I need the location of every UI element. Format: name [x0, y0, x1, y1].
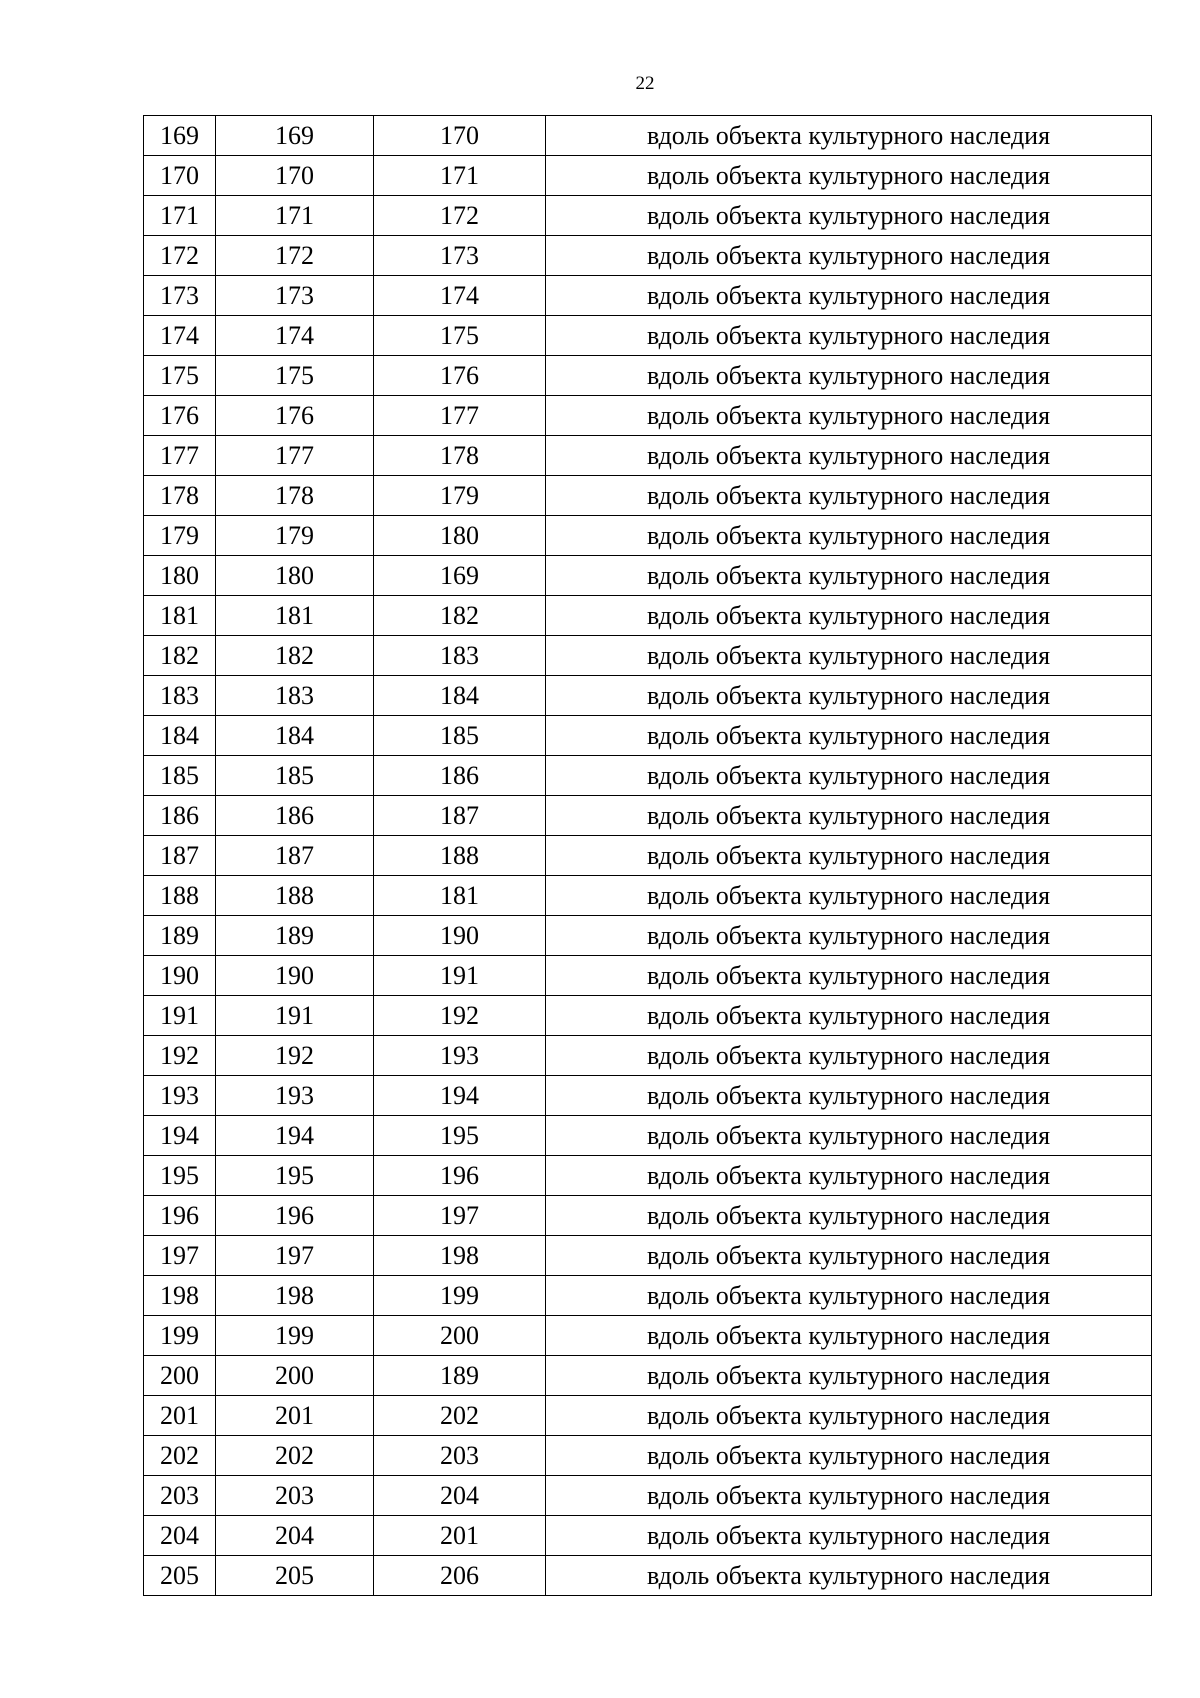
- end-point-cell: 192: [374, 996, 546, 1036]
- start-point-cell: 179: [216, 516, 374, 556]
- start-point-cell: 202: [216, 1436, 374, 1476]
- row-number-cell: 190: [144, 956, 216, 996]
- boundary-description-cell: вдоль объекта культурного наследия: [546, 1316, 1152, 1356]
- row-number-cell: 194: [144, 1116, 216, 1156]
- boundary-description-cell: вдоль объекта культурного наследия: [546, 1116, 1152, 1156]
- boundary-description-cell: вдоль объекта культурного наследия: [546, 836, 1152, 876]
- start-point-cell: 199: [216, 1316, 374, 1356]
- boundary-description-cell: вдоль объекта культурного наследия: [546, 476, 1152, 516]
- boundary-description-cell: вдоль объекта культурного наследия: [546, 1356, 1152, 1396]
- row-number-cell: 184: [144, 716, 216, 756]
- boundary-description-cell: вдоль объекта культурного наследия: [546, 796, 1152, 836]
- end-point-cell: 193: [374, 1036, 546, 1076]
- start-point-cell: 173: [216, 276, 374, 316]
- table-row: [144, 636, 1152, 676]
- table-row: [144, 996, 1152, 1036]
- row-number-cell: 195: [144, 1156, 216, 1196]
- boundary-description-cell: вдоль объекта культурного наследия: [546, 236, 1152, 276]
- row-number-cell: 181: [144, 596, 216, 636]
- end-point-cell: 179: [374, 476, 546, 516]
- table-row: [144, 756, 1152, 796]
- end-point-cell: 202: [374, 1396, 546, 1436]
- end-point-cell: 190: [374, 916, 546, 956]
- row-number-cell: 192: [144, 1036, 216, 1076]
- table-row: [144, 876, 1152, 916]
- row-number-cell: 176: [144, 396, 216, 436]
- start-point-cell: 174: [216, 316, 374, 356]
- start-point-cell: 195: [216, 1156, 374, 1196]
- table-row: [144, 1396, 1152, 1436]
- boundary-description-cell: вдоль объекта культурного наследия: [546, 1036, 1152, 1076]
- row-number-cell: 174: [144, 316, 216, 356]
- table-row: [144, 676, 1152, 716]
- row-number-cell: 169: [144, 116, 216, 156]
- end-point-cell: 204: [374, 1476, 546, 1516]
- row-number-cell: 187: [144, 836, 216, 876]
- end-point-cell: 189: [374, 1356, 546, 1396]
- end-point-cell: 171: [374, 156, 546, 196]
- end-point-cell: 169: [374, 556, 546, 596]
- table-row: [144, 436, 1152, 476]
- start-point-cell: 192: [216, 1036, 374, 1076]
- end-point-cell: 188: [374, 836, 546, 876]
- start-point-cell: 194: [216, 1116, 374, 1156]
- table-row: [144, 1036, 1152, 1076]
- start-point-cell: 186: [216, 796, 374, 836]
- end-point-cell: 199: [374, 1276, 546, 1316]
- end-point-cell: 194: [374, 1076, 546, 1116]
- table-row: [144, 156, 1152, 196]
- boundary-description-cell: вдоль объекта культурного наследия: [546, 636, 1152, 676]
- row-number-cell: 179: [144, 516, 216, 556]
- table-row: [144, 356, 1152, 396]
- boundary-description-cell: вдоль объекта культурного наследия: [546, 876, 1152, 916]
- table-row: [144, 1196, 1152, 1236]
- boundary-description-cell: вдоль объекта культурного наследия: [546, 676, 1152, 716]
- table-row: [144, 836, 1152, 876]
- table-row: [144, 396, 1152, 436]
- row-number-cell: 201: [144, 1396, 216, 1436]
- row-number-cell: 183: [144, 676, 216, 716]
- table-row: [144, 276, 1152, 316]
- end-point-cell: 196: [374, 1156, 546, 1196]
- end-point-cell: 185: [374, 716, 546, 756]
- row-number-cell: 205: [144, 1556, 216, 1596]
- end-point-cell: 198: [374, 1236, 546, 1276]
- table-row: [144, 556, 1152, 596]
- boundary-description-cell: вдоль объекта культурного наследия: [546, 516, 1152, 556]
- row-number-cell: 198: [144, 1276, 216, 1316]
- row-number-cell: 170: [144, 156, 216, 196]
- table-row: [144, 796, 1152, 836]
- boundary-description-cell: вдоль объекта культурного наследия: [546, 1276, 1152, 1316]
- start-point-cell: 185: [216, 756, 374, 796]
- table-row: [144, 1516, 1152, 1556]
- start-point-cell: 169: [216, 116, 374, 156]
- start-point-cell: 204: [216, 1516, 374, 1556]
- table-row: [144, 916, 1152, 956]
- row-number-cell: 204: [144, 1516, 216, 1556]
- row-number-cell: 196: [144, 1196, 216, 1236]
- boundary-description-cell: вдоль объекта культурного наследия: [546, 396, 1152, 436]
- table-row: [144, 1236, 1152, 1276]
- table-row: [144, 1076, 1152, 1116]
- end-point-cell: 201: [374, 1516, 546, 1556]
- start-point-cell: 196: [216, 1196, 374, 1236]
- page-number: 22: [635, 73, 655, 94]
- row-number-cell: 197: [144, 1236, 216, 1276]
- row-number-cell: 175: [144, 356, 216, 396]
- row-number-cell: 186: [144, 796, 216, 836]
- row-number-cell: 193: [144, 1076, 216, 1116]
- row-number-cell: 203: [144, 1476, 216, 1516]
- row-number-cell: 180: [144, 556, 216, 596]
- start-point-cell: 180: [216, 556, 374, 596]
- table-row: [144, 716, 1152, 756]
- row-number-cell: 182: [144, 636, 216, 676]
- table-row: [144, 196, 1152, 236]
- end-point-cell: 182: [374, 596, 546, 636]
- end-point-cell: 177: [374, 396, 546, 436]
- end-point-cell: 183: [374, 636, 546, 676]
- table-row: [144, 1556, 1152, 1596]
- boundary-description-cell: вдоль объекта культурного наследия: [546, 756, 1152, 796]
- row-number-cell: 199: [144, 1316, 216, 1356]
- table-row: [144, 116, 1152, 156]
- row-number-cell: 202: [144, 1436, 216, 1476]
- boundary-description-cell: вдоль объекта культурного наследия: [546, 1156, 1152, 1196]
- table-row: [144, 1436, 1152, 1476]
- boundary-description-cell: вдоль объекта культурного наследия: [546, 1396, 1152, 1436]
- table-row: [144, 316, 1152, 356]
- end-point-cell: 178: [374, 436, 546, 476]
- boundary-description-cell: вдоль объекта культурного наследия: [546, 276, 1152, 316]
- start-point-cell: 193: [216, 1076, 374, 1116]
- start-point-cell: 183: [216, 676, 374, 716]
- boundary-description-cell: вдоль объекта культурного наследия: [546, 1516, 1152, 1556]
- end-point-cell: 200: [374, 1316, 546, 1356]
- start-point-cell: 175: [216, 356, 374, 396]
- end-point-cell: 181: [374, 876, 546, 916]
- boundary-description-cell: вдоль объекта культурного наследия: [546, 316, 1152, 356]
- boundary-description-cell: вдоль объекта культурного наследия: [546, 116, 1152, 156]
- table-row: [144, 1476, 1152, 1516]
- end-point-cell: 172: [374, 196, 546, 236]
- end-point-cell: 197: [374, 1196, 546, 1236]
- end-point-cell: 175: [374, 316, 546, 356]
- start-point-cell: 182: [216, 636, 374, 676]
- end-point-cell: 187: [374, 796, 546, 836]
- start-point-cell: 205: [216, 1556, 374, 1596]
- row-number-cell: 188: [144, 876, 216, 916]
- start-point-cell: 189: [216, 916, 374, 956]
- boundary-description-cell: вдоль объекта культурного наследия: [546, 436, 1152, 476]
- boundary-description-cell: вдоль объекта культурного наследия: [546, 1556, 1152, 1596]
- row-number-cell: 189: [144, 916, 216, 956]
- boundary-description-cell: вдоль объекта культурного наследия: [546, 356, 1152, 396]
- start-point-cell: 201: [216, 1396, 374, 1436]
- boundary-description-cell: вдоль объекта культурного наследия: [546, 996, 1152, 1036]
- row-number-cell: 173: [144, 276, 216, 316]
- start-point-cell: 197: [216, 1236, 374, 1276]
- row-number-cell: 185: [144, 756, 216, 796]
- start-point-cell: 200: [216, 1356, 374, 1396]
- end-point-cell: 170: [374, 116, 546, 156]
- end-point-cell: 191: [374, 956, 546, 996]
- row-number-cell: 178: [144, 476, 216, 516]
- boundary-description-cell: вдоль объекта культурного наследия: [546, 716, 1152, 756]
- start-point-cell: 191: [216, 996, 374, 1036]
- boundary-description-cell: вдоль объекта культурного наследия: [546, 556, 1152, 596]
- start-point-cell: 172: [216, 236, 374, 276]
- row-number-cell: 172: [144, 236, 216, 276]
- end-point-cell: 180: [374, 516, 546, 556]
- start-point-cell: 184: [216, 716, 374, 756]
- end-point-cell: 206: [374, 1556, 546, 1596]
- end-point-cell: 174: [374, 276, 546, 316]
- start-point-cell: 203: [216, 1476, 374, 1516]
- row-number-cell: 177: [144, 436, 216, 476]
- table-row: [144, 1276, 1152, 1316]
- start-point-cell: 187: [216, 836, 374, 876]
- table-row: [144, 516, 1152, 556]
- end-point-cell: 176: [374, 356, 546, 396]
- start-point-cell: 178: [216, 476, 374, 516]
- end-point-cell: 203: [374, 1436, 546, 1476]
- boundary-description-cell: вдоль объекта культурного наследия: [546, 916, 1152, 956]
- start-point-cell: 171: [216, 196, 374, 236]
- start-point-cell: 176: [216, 396, 374, 436]
- table-row: [144, 596, 1152, 636]
- boundary-description-cell: вдоль объекта культурного наследия: [546, 196, 1152, 236]
- boundary-description-cell: вдоль объекта культурного наследия: [546, 596, 1152, 636]
- table-row: [144, 1356, 1152, 1396]
- start-point-cell: 177: [216, 436, 374, 476]
- boundary-description-cell: вдоль объекта культурного наследия: [546, 1436, 1152, 1476]
- end-point-cell: 195: [374, 1116, 546, 1156]
- row-number-cell: 191: [144, 996, 216, 1036]
- row-number-cell: 200: [144, 1356, 216, 1396]
- start-point-cell: 170: [216, 156, 374, 196]
- boundary-table: [143, 115, 1152, 1596]
- table-row: [144, 476, 1152, 516]
- table-row: [144, 1316, 1152, 1356]
- table-row: [144, 956, 1152, 996]
- boundary-description-cell: вдоль объекта культурного наследия: [546, 956, 1152, 996]
- table-row: [144, 1116, 1152, 1156]
- start-point-cell: 198: [216, 1276, 374, 1316]
- end-point-cell: 184: [374, 676, 546, 716]
- row-number-cell: 171: [144, 196, 216, 236]
- boundary-description-cell: вдоль объекта культурного наследия: [546, 1476, 1152, 1516]
- boundary-description-cell: вдоль объекта культурного наследия: [546, 1236, 1152, 1276]
- start-point-cell: 181: [216, 596, 374, 636]
- boundary-description-cell: вдоль объекта культурного наследия: [546, 1076, 1152, 1116]
- boundary-description-cell: вдоль объекта культурного наследия: [546, 156, 1152, 196]
- boundary-table-body: [144, 116, 1152, 1596]
- boundary-description-cell: вдоль объекта культурного наследия: [546, 1196, 1152, 1236]
- end-point-cell: 186: [374, 756, 546, 796]
- table-row: [144, 1156, 1152, 1196]
- end-point-cell: 173: [374, 236, 546, 276]
- start-point-cell: 190: [216, 956, 374, 996]
- start-point-cell: 188: [216, 876, 374, 916]
- table-row: [144, 236, 1152, 276]
